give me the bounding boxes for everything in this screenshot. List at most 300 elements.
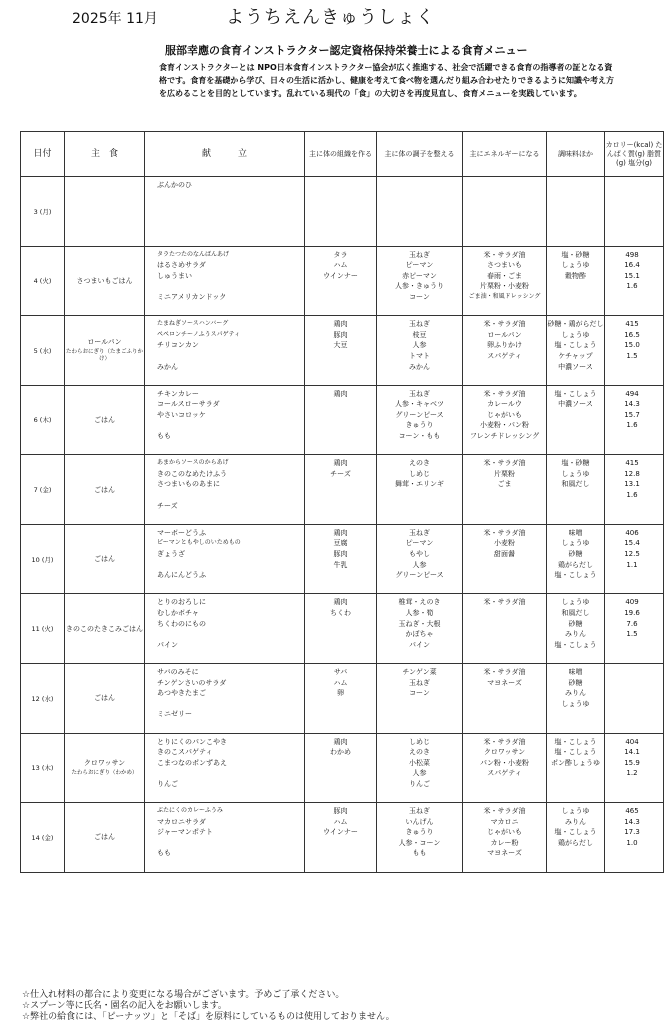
body-tissue-cell-line [305, 859, 376, 870]
nutrition-cell-line: 16.4 [624, 261, 640, 270]
body-tissue-cell [305, 663, 377, 733]
energy-cell-line [463, 859, 546, 870]
energy-cell-line [463, 581, 546, 592]
menu-cell-line: ミニゼリー [157, 710, 192, 719]
seasoning-cell-line: 鶏がらだし [558, 560, 593, 569]
body-tissue-cell-line [305, 699, 376, 710]
energy-cell-line [463, 201, 546, 212]
seasoning-cell-line [547, 442, 604, 453]
energy-cell-line: 小麦粉 [494, 539, 515, 548]
menu-cell-line [145, 838, 304, 849]
seasoning-cell-line: 穀物酢 [565, 271, 586, 280]
energy-cell-line: 甜面醤 [494, 550, 515, 558]
seasoning-cell-line: 塩・こしょう [554, 341, 597, 350]
body-tissue-cell-line [305, 362, 376, 373]
nutrition-cell-line: 415 [625, 459, 639, 468]
condition-cell-line: 椎茸・えのき [398, 598, 441, 607]
staple-cell [65, 524, 145, 594]
seasoning-cell-line [547, 303, 604, 314]
page-subtitle: 服部幸應の食育インストラクター認定資格保持栄養士による食育メニュー [165, 44, 528, 57]
body-tissue-cell-line [305, 570, 376, 581]
energy-cell-line: 米・サラダ油 [483, 389, 526, 398]
energy-cell-line: フレンチドレッシング [469, 432, 540, 441]
menu-cell-line [145, 768, 304, 779]
body-tissue-cell-line: ハム [333, 817, 348, 826]
condition-cell-line: 人参・コーン [398, 838, 441, 847]
seasoning-cell-line: みりん [565, 689, 586, 698]
condition-cell-line: 枝豆 [412, 330, 427, 339]
energy-cell-line: 春雨・ごま [487, 271, 522, 280]
seasoning-cell-line [547, 650, 604, 661]
seasoning-cell-line [547, 709, 604, 720]
energy-cell-line [463, 303, 546, 314]
footer-notes [22, 990, 395, 1023]
energy-cell [463, 733, 547, 803]
energy-cell-line [463, 779, 546, 790]
condition-cell-line: 人参 [412, 341, 427, 350]
menu-cell-line [145, 233, 304, 244]
energy-cell-line [463, 688, 546, 699]
seasoning-cell [547, 663, 605, 733]
date-cell: 7 (金) [21, 455, 65, 525]
menu-cell-line: りんご [157, 779, 178, 788]
footer-note: ☆弊社の給食には、「ピーナッツ」と「そば」を原料にしているものは使用しておりません。 [22, 1012, 395, 1022]
nutrition-cell-line [605, 362, 663, 373]
menu-cell-line: たまねぎソースハンバーグ [157, 320, 229, 328]
nutrition-cell-line: 1.2 [626, 769, 638, 778]
col-body-tissue: 主に体の組織を作る [305, 132, 377, 177]
body-tissue-cell-line: わかめ [330, 748, 351, 757]
nutrition-cell-line: 15.0 [624, 341, 640, 350]
body-tissue-cell-line: タラ [333, 250, 348, 259]
condition-cell-line: きゅうり [405, 421, 434, 430]
menu-cell-line: チリコンカン [157, 341, 199, 350]
menu-cell-line [145, 201, 304, 212]
seasoning-cell-line [547, 180, 604, 191]
nutrition-cell-line: 498 [625, 250, 639, 259]
menu-cell-line [145, 650, 304, 661]
body-tissue-cell-line [305, 191, 376, 202]
body-tissue-cell-line: 豚肉 [333, 330, 348, 339]
staple-name: ごはん [94, 415, 115, 424]
seasoning-cell-line: 塩・こしょう [554, 571, 597, 580]
body-tissue-cell-line [305, 720, 376, 731]
staple-name: ごはん [94, 485, 115, 494]
condition-cell-line [377, 859, 462, 870]
energy-cell-line: スパゲティ [487, 769, 522, 778]
nutrition-cell-line [605, 292, 663, 303]
energy-cell-line [463, 233, 546, 244]
seasoning-cell-line [547, 372, 604, 383]
condition-cell-line: 人参 [412, 560, 427, 569]
condition-cell-line [377, 201, 462, 212]
seasoning-cell-line [547, 490, 604, 501]
menu-cell-line: ピーマンともやしのいためもの [157, 539, 241, 547]
energy-cell-line [463, 570, 546, 581]
condition-cell [377, 455, 463, 525]
menu-cell [145, 246, 305, 316]
menu-cell-line: あつやきたまご [157, 689, 206, 698]
seasoning-cell-line: 鶏がらだし [558, 838, 593, 847]
menu-cell-line: きのこのなめたけふう [157, 469, 227, 478]
seasoning-cell-line: 和風だし [561, 608, 590, 617]
energy-cell-line [463, 222, 546, 233]
condition-cell-line [377, 720, 462, 731]
condition-cell-line [377, 490, 462, 501]
menu-cell-line [145, 442, 304, 453]
energy-cell-line [463, 501, 546, 512]
condition-cell [377, 594, 463, 664]
body-tissue-cell-line [305, 431, 376, 442]
seasoning-cell-line: 砂糖 [568, 619, 583, 628]
nutrition-cell-line [605, 789, 663, 800]
nutrition-cell-line [605, 779, 663, 790]
nutrition-cell-line: 15.7 [624, 410, 640, 419]
menu-cell-line: ジャーマンポテト [157, 828, 213, 837]
menu-cell-line: とりにくのパンこやき [157, 737, 227, 746]
nutrition-cell-line [605, 233, 663, 244]
condition-cell-line: パイン [409, 640, 430, 649]
col-condition: 主に体の調子を整える [377, 132, 463, 177]
seasoning-cell-line: 塩・砂糖 [561, 459, 590, 468]
nutrition-cell-line: 17.3 [624, 828, 640, 837]
nutrition-cell-line: 7.6 [626, 619, 638, 628]
condition-cell [377, 316, 463, 386]
condition-cell-line [377, 699, 462, 710]
seasoning-cell [547, 177, 605, 247]
condition-cell-line [377, 511, 462, 522]
nutrition-cell-line: 1.5 [626, 351, 638, 360]
nutrition-cell-line: 465 [625, 807, 639, 816]
date-cell: 4 (火) [21, 246, 65, 316]
col-menu: 献 立 [145, 132, 305, 177]
menu-cell-line [145, 859, 304, 870]
nutrition-cell [605, 663, 664, 733]
menu-cell-line: きのこスパゲティ [157, 748, 213, 757]
col-staple: 主 食 [65, 132, 145, 177]
condition-cell-line: コーン [409, 292, 430, 301]
seasoning-cell-line: しょうゆ [561, 469, 590, 478]
seasoning-cell-line: ポン酢しょうゆ [551, 758, 600, 767]
body-tissue-cell [305, 385, 377, 455]
energy-cell-line: じゃがいも [487, 828, 522, 837]
date-cell: 10 (月) [21, 524, 65, 594]
seasoning-cell-line: 塩・こしょう [554, 828, 597, 837]
nutrition-cell-line: 415 [625, 320, 639, 329]
menu-cell-line [145, 581, 304, 592]
body-tissue-cell-line [305, 619, 376, 630]
seasoning-cell-line [547, 511, 604, 522]
body-tissue-cell-line: ちくわ [330, 608, 351, 617]
date-cell: 13 (木) [21, 733, 65, 803]
date-cell: 14 (金) [21, 803, 65, 873]
condition-cell-line: もも [412, 849, 427, 858]
body-tissue-cell [305, 524, 377, 594]
staple-note: たわらおにぎり（わかめ） [71, 770, 138, 777]
seasoning-cell [547, 316, 605, 386]
energy-cell-line [463, 180, 546, 191]
menu-cell-line: タラたつたのなんばんあげ [157, 250, 230, 258]
nutrition-cell-line [605, 667, 663, 678]
year-month: 2025年 11月 [72, 11, 158, 27]
date-cell: 6 (木) [21, 385, 65, 455]
menu-cell-line: ペペロンチーノふうスパゲティ [157, 330, 241, 338]
energy-cell-line [463, 442, 546, 453]
staple-note: たわらおにぎり（たまごふりかけ） [65, 349, 143, 363]
energy-cell [463, 524, 547, 594]
seasoning-cell-line: 塩・こしょう [554, 748, 597, 757]
energy-cell-line: 片栗粉・小麦粉 [480, 282, 529, 291]
body-tissue-cell-line [305, 758, 376, 769]
menu-cell-line [145, 789, 304, 800]
nutrition-cell-line [605, 442, 663, 453]
seasoning-cell-line: ケチャップ [558, 351, 593, 360]
nutrition-cell-line: 15.9 [624, 758, 640, 767]
condition-cell-line: 人参・キャベツ [395, 400, 444, 409]
seasoning-cell-line: みりん [565, 630, 586, 639]
nutrition-cell-line [605, 222, 663, 233]
nutrition-cell-line: 1.6 [626, 421, 638, 430]
condition-cell-line [377, 372, 462, 383]
menu-cell-line [145, 351, 304, 362]
seasoning-cell-line [547, 233, 604, 244]
nutrition-cell-line [605, 570, 663, 581]
nutrition-cell-line [605, 201, 663, 212]
energy-cell-line [463, 511, 546, 522]
condition-cell-line: 玉ねぎ [409, 528, 430, 537]
body-tissue-cell-line [305, 789, 376, 800]
nutrition-cell [605, 455, 664, 525]
body-tissue-cell-line: チーズ [330, 469, 351, 478]
menu-cell-line: みかん [157, 362, 178, 371]
menu-table [20, 131, 664, 873]
staple-cell [65, 803, 145, 873]
seasoning-cell-line [547, 789, 604, 800]
body-tissue-cell-line [305, 410, 376, 421]
col-seasoning: 調味料ほか [547, 132, 605, 177]
nutrition-cell-line: 494 [625, 389, 639, 398]
table-row [21, 177, 664, 247]
nutrition-cell [605, 177, 664, 247]
seasoning-cell-line: 味噌 [568, 528, 583, 537]
menu-cell [145, 316, 305, 386]
menu-cell-line: パイン [157, 640, 178, 649]
energy-cell-line [463, 490, 546, 501]
body-tissue-cell-line [305, 222, 376, 233]
body-tissue-cell-line: 鶏肉 [333, 528, 348, 537]
seasoning-cell-line: しょうゆ [561, 261, 590, 270]
menu-cell [145, 177, 305, 247]
energy-cell-line: じゃがいも [487, 410, 522, 419]
energy-cell-line [463, 362, 546, 373]
body-tissue-cell-line: 豆腐 [333, 539, 348, 548]
body-tissue-cell-line [305, 292, 376, 303]
staple-name: ごはん [94, 555, 115, 564]
energy-cell-line: スパゲティ [487, 351, 522, 360]
body-tissue-cell-line [305, 768, 376, 779]
staple-cell [65, 385, 145, 455]
menu-cell-line [145, 212, 304, 223]
energy-cell-line: 米・サラダ油 [483, 667, 526, 676]
menu-cell-line: やさいコロッケ [157, 410, 206, 419]
energy-cell [463, 803, 547, 873]
staple-name: さつまいもごはん [76, 276, 133, 285]
table-row [21, 385, 664, 455]
seasoning-cell-line [547, 212, 604, 223]
nutrition-cell-line: 14.1 [624, 748, 640, 757]
body-tissue-cell [305, 803, 377, 873]
body-tissue-cell-line: 鶏肉 [333, 320, 348, 329]
nutrition-cell-line: 15.4 [624, 539, 640, 548]
body-tissue-cell-line [305, 838, 376, 849]
seasoning-cell-line: しょうゆ [561, 539, 590, 548]
energy-cell-line: 米・サラダ油 [483, 737, 526, 746]
nutrition-cell [605, 733, 664, 803]
condition-cell-line [377, 650, 462, 661]
energy-cell-line: 小麦粉・パン粉 [480, 421, 529, 430]
energy-cell-line: カレールウ [487, 400, 522, 409]
nutrition-cell-line: 19.6 [624, 608, 640, 617]
menu-cell-line [145, 281, 304, 292]
nutrition-cell-line [605, 720, 663, 731]
condition-cell-line [377, 581, 462, 592]
energy-cell [463, 663, 547, 733]
menu-cell-line: コールスローサラダ [157, 400, 220, 409]
nutrition-cell-line: 14.3 [624, 400, 640, 409]
menu-cell-line: とりのおろしに [157, 598, 206, 607]
nutrition-cell-line: 15.1 [624, 271, 640, 280]
staple-name: ロールパン [87, 338, 122, 347]
menu-cell-line: チンゲンさいのサラダ [157, 678, 227, 687]
body-tissue-cell-line [305, 201, 376, 212]
condition-cell [377, 246, 463, 316]
menu-cell-line: しゅうまい [157, 271, 192, 280]
condition-cell [377, 177, 463, 247]
condition-cell-line: えのき [409, 748, 430, 757]
body-tissue-cell [305, 316, 377, 386]
condition-cell [377, 385, 463, 455]
condition-cell-line: 玉ねぎ [409, 389, 430, 398]
table-row [21, 803, 664, 873]
col-date: 日付 [21, 132, 65, 177]
seasoning-cell-line [547, 292, 604, 303]
energy-cell-line: 米・サラダ油 [483, 250, 526, 259]
table-row [21, 455, 664, 525]
condition-cell-line: 玉ねぎ [409, 250, 430, 259]
footer-note: ☆仕入れ材料の都合により変更になる場合がございます。予めご了承ください。 [22, 990, 345, 1000]
seasoning-cell-line: しょうゆ [561, 330, 590, 339]
seasoning-cell-line: 塩・こしょう [554, 640, 597, 649]
condition-cell-line [377, 191, 462, 202]
menu-cell-line [145, 629, 304, 640]
nutrition-cell-line [605, 372, 663, 383]
nutrition-cell-line: 1.6 [626, 491, 638, 500]
nutrition-cell-line [605, 501, 663, 512]
seasoning-cell-line: 塩・こしょう [554, 389, 597, 398]
date-cell: 5 (水) [21, 316, 65, 386]
nutrition-cell-line [605, 431, 663, 442]
table-row [21, 246, 664, 316]
body-tissue-cell-line [305, 303, 376, 314]
body-tissue-cell-line: 鶏肉 [333, 598, 348, 607]
condition-cell-line: コーン・もも [398, 432, 441, 441]
body-tissue-cell [305, 177, 377, 247]
staple-cell [65, 316, 145, 386]
body-tissue-cell-line [305, 581, 376, 592]
table-row [21, 663, 664, 733]
energy-cell-line: マヨネーズ [487, 849, 522, 858]
body-tissue-cell-line [305, 848, 376, 859]
seasoning-cell-line [547, 201, 604, 212]
body-tissue-cell-line: 大豆 [333, 341, 348, 350]
condition-cell [377, 524, 463, 594]
nutrition-cell-line [605, 688, 663, 699]
energy-cell-line: クロワッサン [483, 748, 526, 757]
nutrition-cell-line [605, 303, 663, 314]
energy-cell-line: 米・サラダ油 [483, 807, 526, 816]
table-row [21, 316, 664, 386]
nutrition-cell [605, 524, 664, 594]
seasoning-cell-line: みりん [565, 817, 586, 826]
condition-cell [377, 803, 463, 873]
condition-cell-line: 人参・筍 [405, 608, 434, 617]
energy-cell-line [463, 629, 546, 640]
body-tissue-cell-line [305, 372, 376, 383]
staple-name: ごはん [94, 833, 115, 842]
seasoning-cell-line: 塩・こしょう [554, 737, 597, 746]
date-cell: 12 (水) [21, 663, 65, 733]
seasoning-cell-line [547, 779, 604, 790]
condition-cell-line: えのき [409, 459, 430, 468]
nutrition-cell [605, 385, 664, 455]
seasoning-cell-line: 砂糖 [568, 550, 583, 558]
body-tissue-cell-line: 鶏肉 [333, 737, 348, 746]
seasoning-cell-line [547, 410, 604, 421]
seasoning-cell-line [547, 720, 604, 731]
menu-cell-line: あまからソースのからあげ [157, 459, 229, 467]
nutrition-cell-line: 1.6 [626, 282, 638, 291]
nutrition-cell-line [605, 191, 663, 202]
body-tissue-cell-line: サバ [333, 667, 348, 676]
condition-cell-line [377, 501, 462, 512]
body-tissue-cell-line [305, 399, 376, 410]
energy-cell-line [463, 789, 546, 800]
condition-cell-line: もやし [409, 550, 430, 558]
condition-cell-line: コーン [409, 689, 430, 698]
menu-cell-line: ぎょうざ [157, 550, 185, 558]
seasoning-cell-line [547, 859, 604, 870]
body-tissue-cell-line [305, 180, 376, 191]
page-title: ようちえんきゅうしょく [226, 7, 435, 28]
menu-cell-line [145, 222, 304, 233]
menu-cell-line: サバのみそに [157, 667, 199, 676]
condition-cell-line [377, 233, 462, 244]
energy-cell-line [463, 640, 546, 651]
menu-cell [145, 663, 305, 733]
seasoning-cell-line: しょうゆ [561, 699, 590, 708]
menu-cell-line: チキンカレー [157, 389, 199, 398]
description: 食育インストラクターとは NPO日本食育インストラクター協会が広く推進する、社会で活躍できる食育の指導者の証となる資格です。食育を基礎から学び、日々の生活に活かし、健康を考えて食べ物を選んだり組み合わせたりできるように知識や考え方を広めることを目的としています。乱れている現代の「食」の大切さを再度見直し、食育メニューを実践しています。 [159, 63, 615, 98]
seasoning-cell [547, 524, 605, 594]
nutrition-cell-line [605, 180, 663, 191]
seasoning-cell-line [547, 420, 604, 431]
nutrition-cell [605, 316, 664, 386]
menu-cell-line [145, 191, 304, 202]
condition-cell [377, 663, 463, 733]
body-tissue-cell-line [305, 640, 376, 651]
menu-cell-line: チーズ [157, 501, 178, 510]
body-tissue-cell-line: ハム [333, 261, 348, 270]
